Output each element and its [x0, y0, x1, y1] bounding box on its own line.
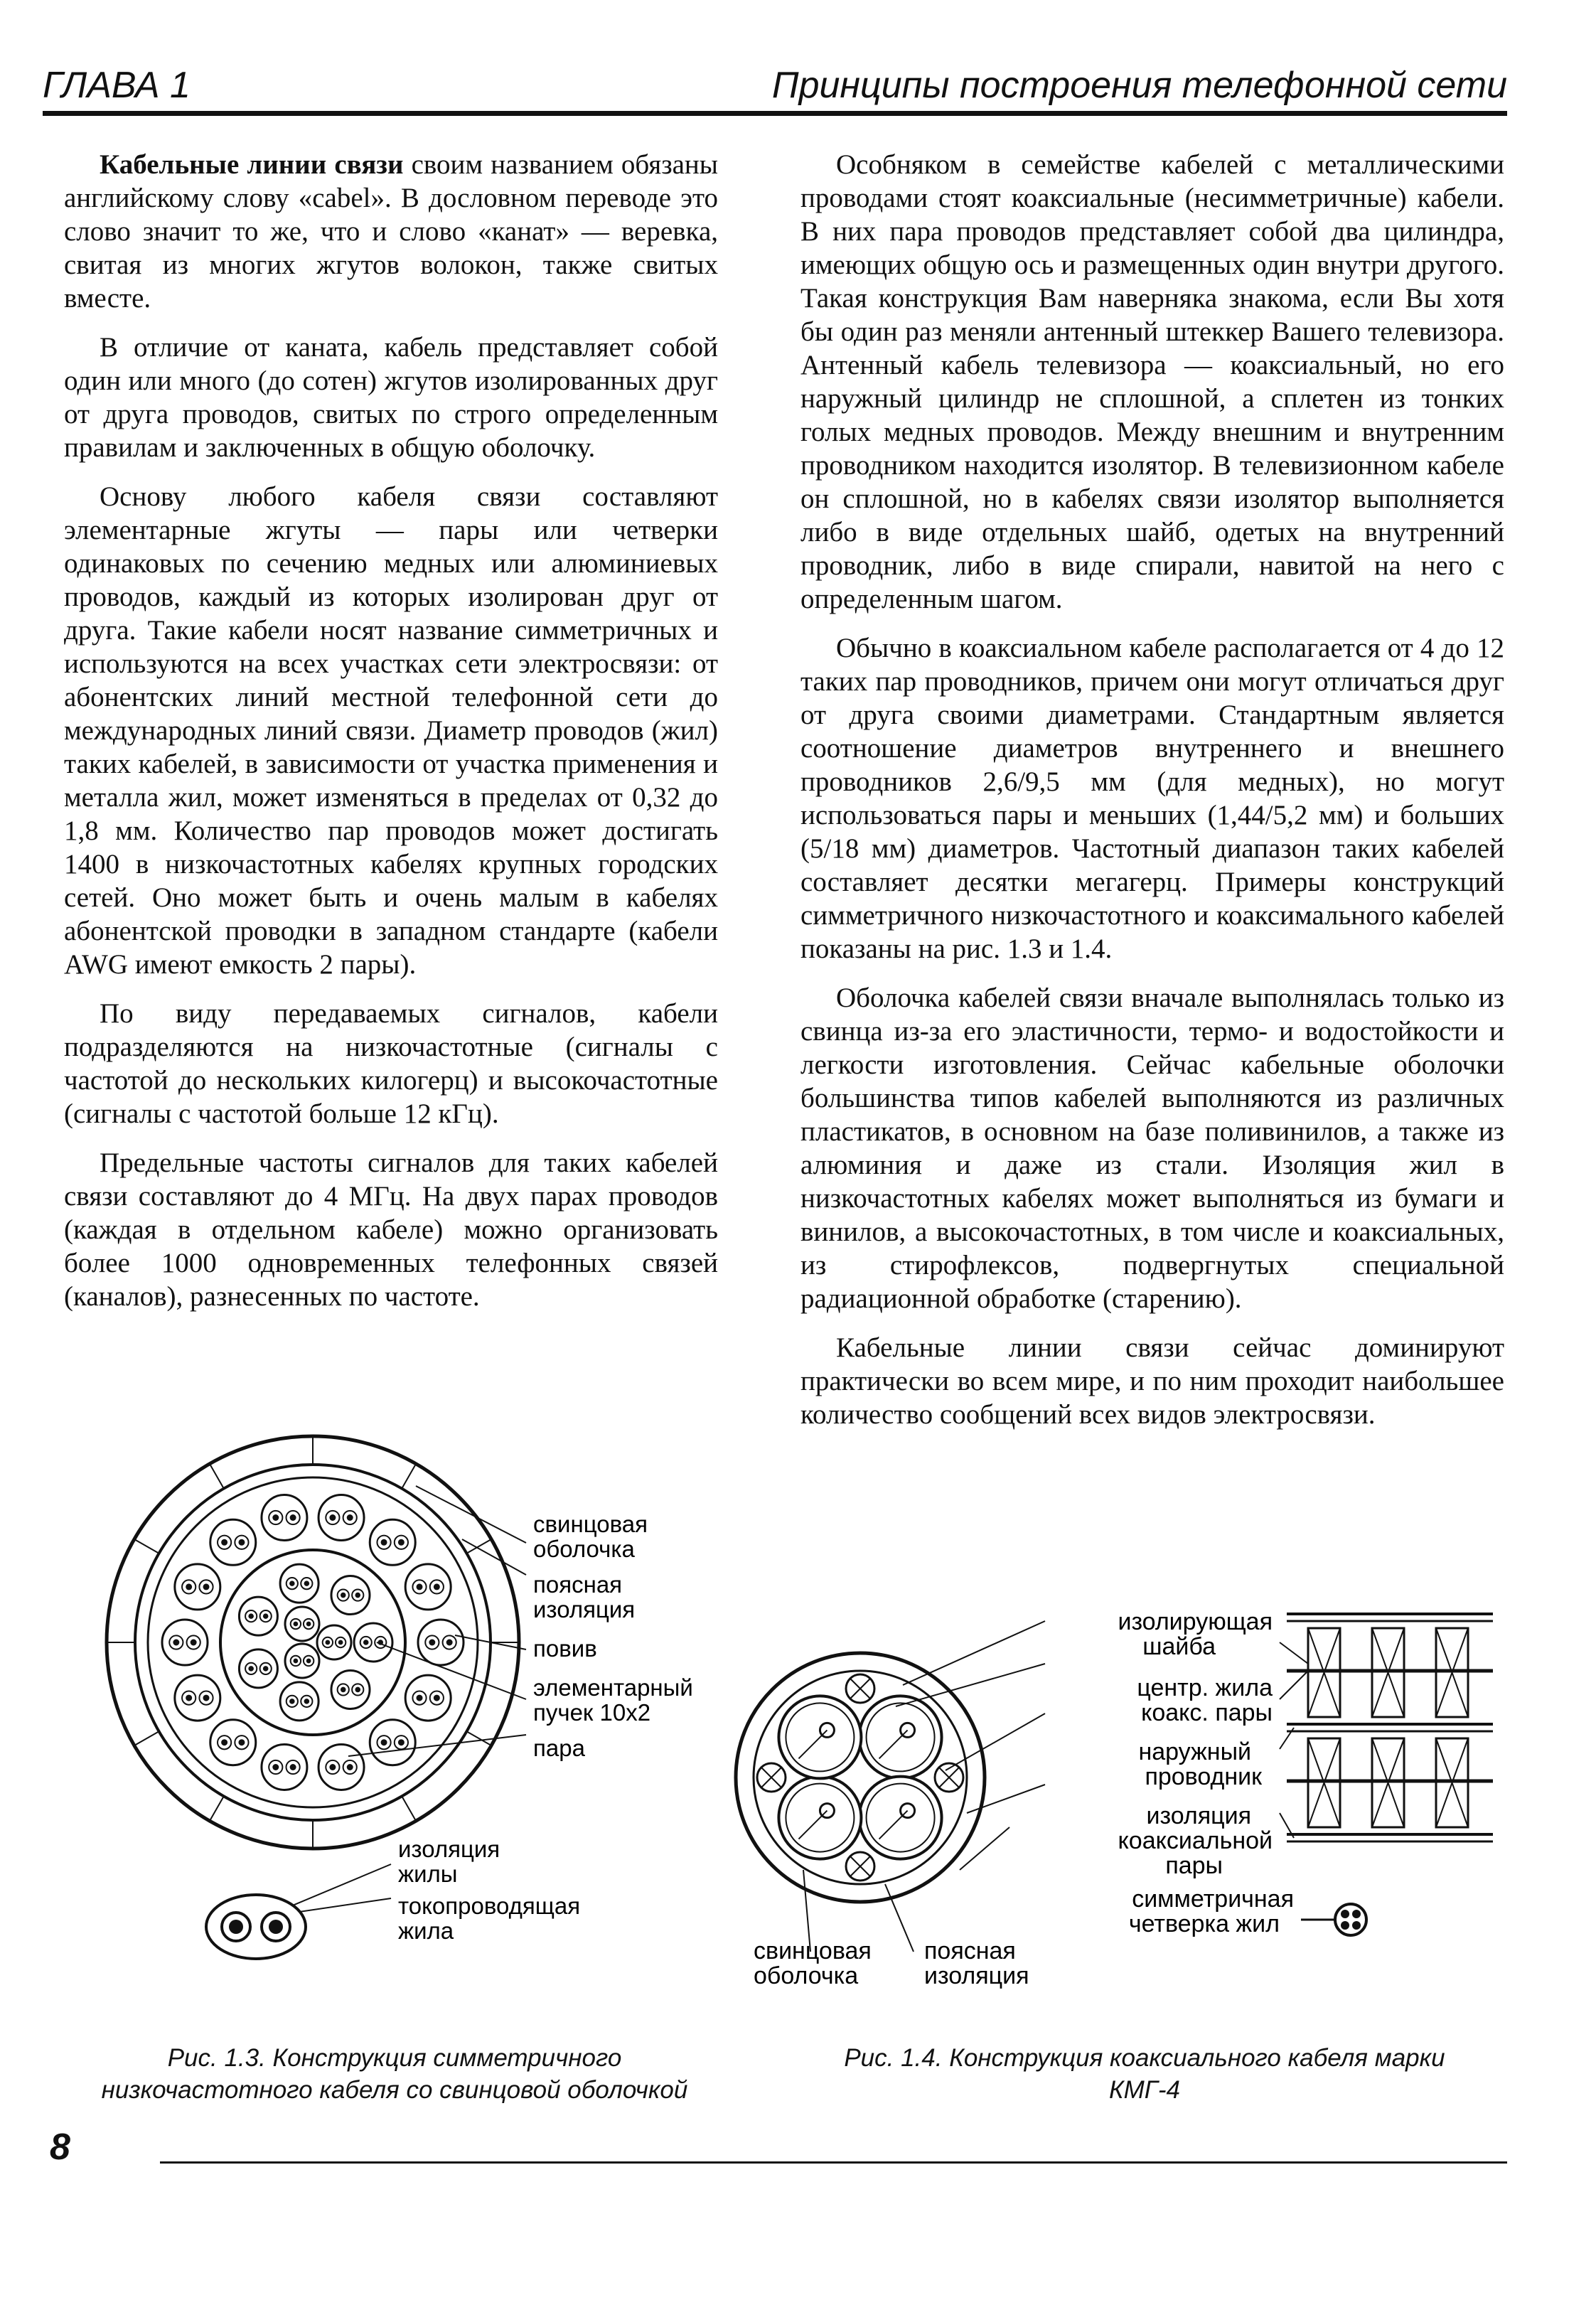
wire-core	[434, 1695, 440, 1701]
section-title: Принципы построения телефонной сети	[771, 65, 1507, 106]
wire-core	[306, 1659, 311, 1664]
label-poviv: повив	[533, 1635, 597, 1662]
wire-core	[341, 1687, 346, 1693]
label-izolyatsiya: изоляция	[533, 1596, 636, 1622]
wire-core	[417, 1695, 423, 1701]
wire-core	[203, 1695, 210, 1701]
coax-side-view	[1280, 1614, 1493, 1841]
wire-core	[272, 1514, 279, 1521]
wire-core	[290, 1514, 296, 1521]
wire-core	[294, 1659, 299, 1664]
wire-core	[329, 1514, 336, 1521]
wire-core	[289, 1581, 295, 1586]
label-chetverka: четверка жил	[1128, 1910, 1280, 1937]
wire-core	[186, 1583, 192, 1590]
wire-core	[355, 1593, 360, 1598]
paragraph: Основу любого кабеля связи составляют элементарные жгуты — пары или четверки одинаковых по сечению медных или алюминиевых проводов, каждый из которых изолирован друг от друга. Такие кабели носят название симметричных и используются на всех участках сети электросвязи: от абонентских линий местной телефонной сети до международных линий связи. Диаметр проводов (жил) таких кабелей, в зависимости от участка применения и металла жил, может изменяться в пределах от 0,32 до 1,8 мм. Количество пар проводов может достигать 1400 в низкочастотных кабелях крупных городских сетей. Оно может быть и очень малым в кабелях абонентской проводки в западном стандарте (кабели AWG имеют емкость 2 пары).	[64, 481, 718, 980]
wire-core	[306, 1622, 311, 1627]
label-elementarny: элементарный	[533, 1674, 693, 1701]
label-provodnik: проводник	[1145, 1763, 1262, 1790]
label-simmetrichnaya: симметричная	[1132, 1886, 1294, 1913]
wire-core	[203, 1583, 210, 1590]
wire-core	[398, 1539, 405, 1546]
wire-core	[191, 1640, 197, 1646]
wire-core	[294, 1622, 299, 1627]
wire-core	[329, 1764, 336, 1770]
label-naruzhny: наружный	[1138, 1738, 1251, 1765]
label-tokoprovodyashchaya: токопроводящая	[398, 1893, 581, 1919]
wire-core	[289, 1699, 295, 1704]
figure-1-4	[732, 1600, 1507, 1998]
wire-core	[381, 1739, 387, 1745]
label-puchek: пучек 10x2	[533, 1699, 651, 1726]
label-poyasnaya: поясная	[533, 1571, 623, 1598]
header-rule	[43, 111, 1507, 116]
paragraph: Кабельные линии связи своим названием обязаны английскому слову «cabel». В дословном переводе это слово значит то же, что и слово «канат» — веревка, свитая из многих жгутов волокон, также свитых вместе.	[64, 149, 718, 314]
label-zhily: жилы	[398, 1861, 458, 1887]
figure-1-4-caption: Рис. 1.4. Конструкция коаксиального кабеля марки КМГ-4	[844, 2044, 1445, 2104]
wire-core	[263, 1666, 269, 1672]
label-tsentr-zhila: центр. жила	[1137, 1674, 1273, 1701]
wire-core	[446, 1640, 453, 1646]
wire-core	[304, 1581, 310, 1586]
right-column	[800, 148, 1504, 1447]
figure-1-3-caption: Рис. 1.3. Конструкция симметричного низкочастотного кабеля со свинцовой оболочкой	[101, 2044, 688, 2104]
label-svintsovaya: свинцовая	[754, 1937, 872, 1964]
wire-core	[221, 1539, 227, 1546]
label-obolochka: оболочка	[533, 1536, 635, 1562]
page-header	[43, 61, 1507, 111]
label-shayba: шайба	[1142, 1633, 1216, 1660]
paragraph: Предельные частоты сигналов для таких кабелей связи составляют до 4 МГц. На двух парах проводов (каждая в отдельном кабеле) можно организовать более 1000 одновременных телефонных связей (каналов), разнесенных по частоте.	[64, 1148, 718, 1312]
wire-core	[338, 1640, 343, 1645]
paragraph: Кабельные линии связи сейчас доминируют практически во всем мире, и по ним проходит наибольшее количество сообщений всех видов электросвязи.	[800, 1332, 1504, 1430]
wire-core	[263, 1613, 269, 1619]
wire-core	[248, 1613, 254, 1619]
label-izolyatsiya: изоляция	[1146, 1802, 1251, 1829]
wire-core	[326, 1640, 331, 1645]
wire-core	[341, 1593, 346, 1598]
page-number: 8	[50, 2127, 70, 2168]
paragraph: Оболочка кабелей связи вначале выполнялась только из свинца из-за его эластичности, термо- и водостойкости и легкости изготовления. Сейчас кабельные оболочки большинства типов кабелей выполняются из различных пластикатов, в основном на базе поливинилов, а также из алюминия и даже из стали. Изоляция жил в низкочастотных кабелях может выполняться из бумаги и винилов, а высокочастотных, в том числе и коаксиальных, из стирофлексов, подвергнутых специальной радиационной обработке (старению).	[800, 983, 1504, 1314]
wire-core	[304, 1699, 310, 1704]
figure-1-3	[78, 1429, 732, 1969]
wire-core	[417, 1583, 423, 1590]
wire-core	[363, 1640, 369, 1645]
wire-core	[381, 1539, 387, 1546]
wire-core	[221, 1739, 227, 1745]
wire-core	[398, 1739, 405, 1745]
wire-core	[186, 1695, 192, 1701]
wire-core	[238, 1739, 245, 1745]
label-obolochka: оболочка	[754, 1962, 859, 1989]
paragraph: Особняком в семействе кабелей с металлическими проводами стоят коаксиальные (несимметричные) кабели. В них пара проводов представляет собой два цилиндра, имеющих общую ось и размещенных один внутри другого. Такая конструкция Вам наверняка знакома, если Вы хотя бы один раз меняли антенный штеккер Вашего телевизора. Антенный кабель телевизора — коаксиальный, но его наружный цилиндр не сплошной, а сплетен из тонких голых медных проводов. Между внешним и внутренним проводником находится изолятор. В телевизионном кабеле он сплошной, но в кабелях связи изолятор выполняется либо в виде отдельных шайб, одетых на внутренний проводник, либо в виде спирали, навитой на него с определенным шагом.	[800, 149, 1504, 614]
label-svintsovaya: свинцовая	[533, 1511, 648, 1537]
footer-rule	[160, 2161, 1507, 2164]
label-izolyatsiya-2: изоляция	[924, 1962, 1029, 1989]
wire-core	[347, 1764, 353, 1770]
wire-core	[434, 1583, 440, 1590]
wire-core	[173, 1640, 179, 1646]
quad-icon	[1335, 1904, 1366, 1935]
wire-core	[272, 1764, 279, 1770]
wire-core	[238, 1539, 245, 1546]
wire-core	[355, 1687, 360, 1693]
wire-core	[347, 1514, 353, 1521]
wire-core	[429, 1640, 435, 1646]
paragraph: Обычно в коаксиальном кабеле располагается от 4 до 12 таких пар проводников, причем они могут отличаться друг от друга своими диаметрами. Стандартным является соотношение диаметров внутреннего и внешнего проводников 2,6/9,5 мм (для медных), но могут использоваться пары и меньших (1,44/5,2 мм) и больших (5/18 мм) диаметров. Частотный диапазон таких кабелей составляет десятки мегагерц. Примеры конструкций симметричного низкочастотного и коаксимального кабелей показаны на рис. 1.3 и 1.4.	[800, 633, 1504, 964]
label-koaksialnoy: коаксиальной	[1118, 1827, 1273, 1854]
pair-detail	[206, 1895, 306, 1959]
label-izoliruyushchaya: изолирующая	[1118, 1608, 1273, 1635]
wire-core	[290, 1764, 296, 1770]
label-zhila: жила	[398, 1918, 454, 1944]
label-poyasnaya: поясная	[924, 1937, 1016, 1964]
label-para: пара	[533, 1735, 585, 1761]
wire-core	[248, 1666, 254, 1672]
paragraph: В отличие от каната, кабель представляет собой один или много (до сотен) жгутов изолированных друг от друга проводов, свитых по строго определенным правилам и заключенных в общую оболочку.	[64, 332, 718, 463]
label-koaks-pary: коакс. пары	[1141, 1699, 1273, 1726]
chapter-title: ГЛАВА 1	[43, 65, 191, 106]
label-izolyatsiya-2: изоляция	[398, 1836, 500, 1862]
label-pary: пары	[1165, 1852, 1223, 1879]
paragraph: По виду передаваемых сигналов, кабели подразделяются на низкочастотные (сигналы с частотой до нескольких килогерц) и высокочастотные (сигналы с частотой больше 12 кГц).	[64, 998, 718, 1129]
left-column	[64, 148, 718, 1329]
